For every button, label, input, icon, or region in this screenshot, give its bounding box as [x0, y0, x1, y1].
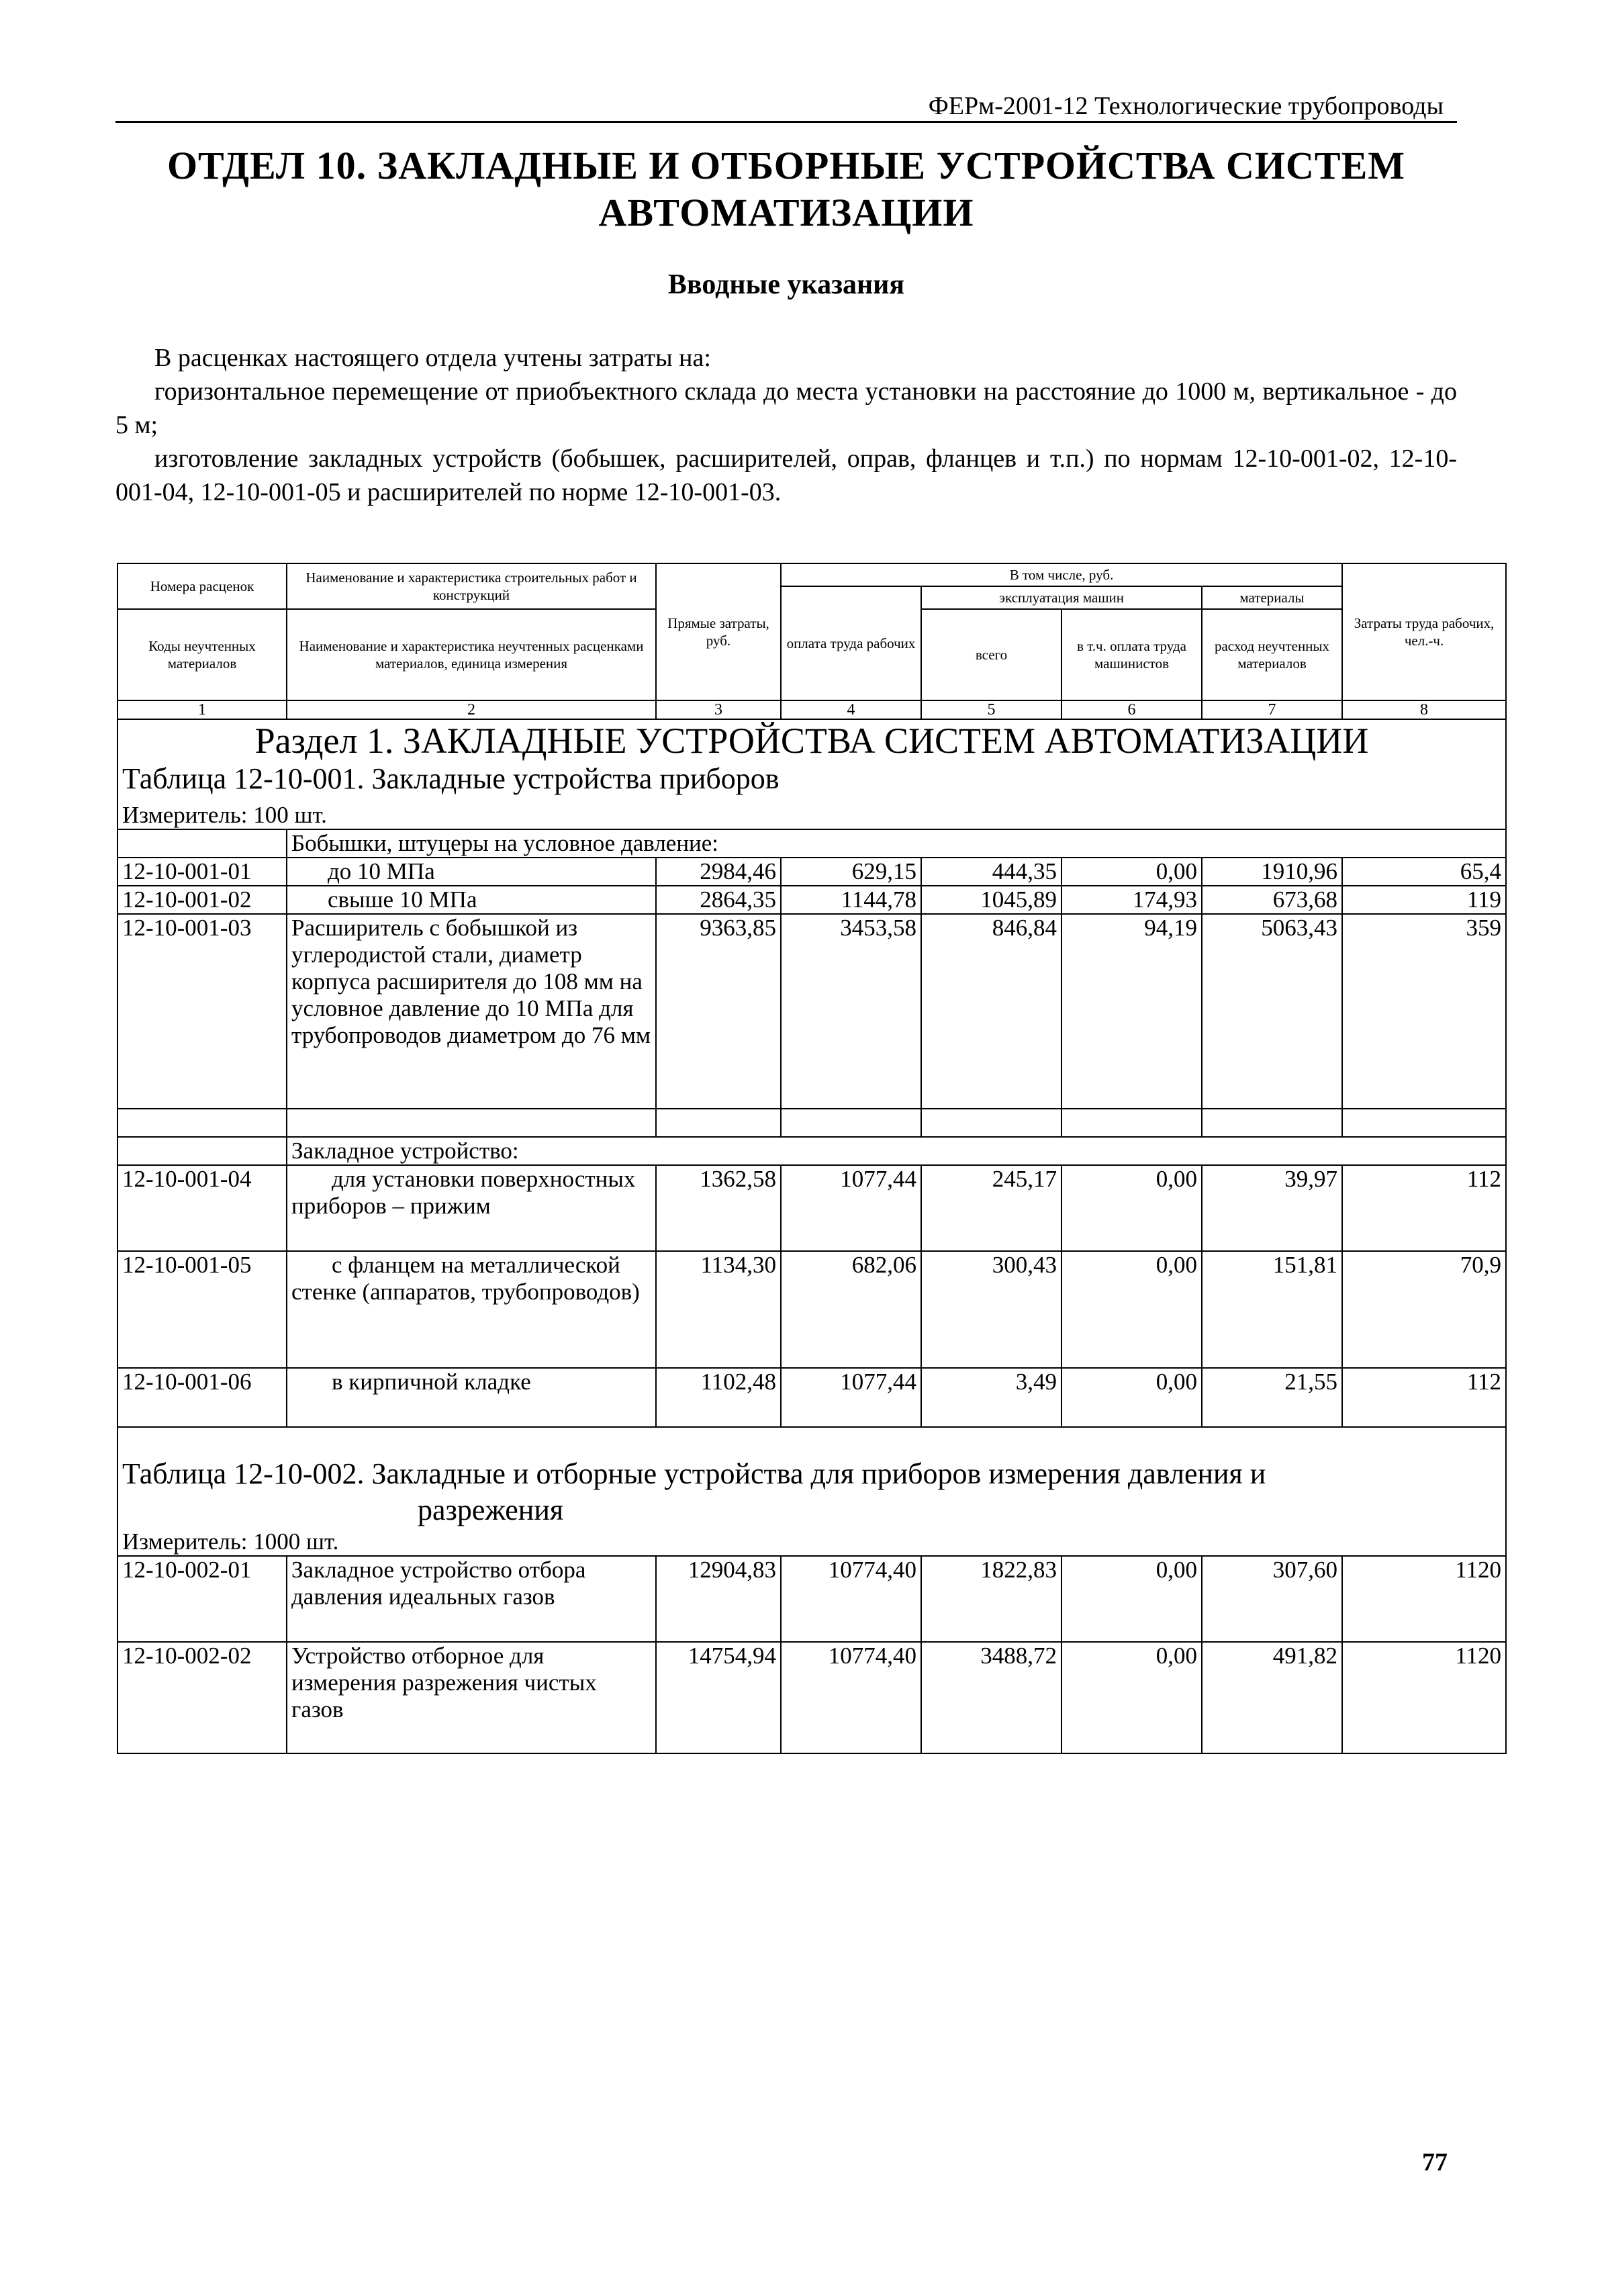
- group-label: Закладное устройство:: [287, 1137, 1506, 1165]
- cell-name: Расширитель с бобышкой из углеродистой стали, диаметр корпуса расширителя до 108 мм на условное давление до 10 МПа для трубопроводов диаметром до 76 мм: [287, 914, 656, 1109]
- header-incl: В том числе, руб.: [781, 563, 1342, 586]
- intro-paragraph: горизонтальное перемещение от приобъектного склада до места установки на расстояние до 1000 м, вертикальное - до 5 м;: [115, 377, 1457, 439]
- cell-name: свыше 10 МПа: [287, 886, 656, 914]
- header-col3: Прямые затраты, руб.: [656, 563, 781, 700]
- cell-c8: 119: [1342, 886, 1506, 914]
- cell-c6: 94,19: [1062, 914, 1202, 1109]
- cell-code: 12-10-002-01: [117, 1556, 287, 1642]
- cell-code: 12-10-001-06: [117, 1368, 287, 1427]
- column-number: 8: [1342, 700, 1506, 719]
- table-row: [117, 858, 1506, 886]
- header-materials: материалы: [1202, 586, 1342, 609]
- cell-c7: 1910,96: [1202, 858, 1342, 886]
- meter-label: Измеритель: 100 шт.: [117, 796, 1506, 829]
- column-number: 6: [1062, 700, 1202, 719]
- running-header: [115, 79, 1457, 123]
- cell-c6: 0,00: [1062, 1251, 1202, 1368]
- cell-c3: 14754,94: [656, 1642, 781, 1753]
- header-col6: в т.ч. оплата труда машинистов: [1062, 609, 1202, 700]
- cell-c7: 151,81: [1202, 1251, 1342, 1368]
- cell-c3: 1362,58: [656, 1165, 781, 1251]
- cell-name: для установки поверхностных приборов – прижим: [287, 1165, 656, 1251]
- section-heading: Раздел 1. ЗАКЛАДНЫЕ УСТРОЙСТВА СИСТЕМ АВТОМАТИЗАЦИИ: [117, 719, 1506, 762]
- cell-code: 12-10-002-02: [117, 1642, 287, 1753]
- cell-c8: 112: [1342, 1165, 1506, 1251]
- cell-c7: 673,68: [1202, 886, 1342, 914]
- cell-c5: 444,35: [921, 858, 1062, 886]
- cell-c5: 3,49: [921, 1368, 1062, 1427]
- cell-c6: 174,93: [1062, 886, 1202, 914]
- cell-c3: 9363,85: [656, 914, 781, 1109]
- cell-c8: 1120: [1342, 1642, 1506, 1753]
- table-title-line: Таблица 12-10-002. Закладные и отборные устройства для приборов измерения давления и: [122, 1457, 1266, 1490]
- group-row: [117, 829, 1506, 858]
- table-row: [117, 1642, 1506, 1753]
- column-number: 3: [656, 700, 781, 719]
- section-title-line2: АВТОМАТИЗАЦИИ: [598, 191, 974, 234]
- meter-row: [117, 1528, 1506, 1556]
- group-label: Бобышки, штуцеры на условное давление:: [287, 829, 1506, 858]
- cell-c8: 1120: [1342, 1556, 1506, 1642]
- table-row: [117, 1556, 1506, 1642]
- header-col1-top: Номера расценок: [117, 563, 287, 609]
- table-title-line: разрежения: [418, 1494, 564, 1526]
- cell-code: 12-10-001-03: [117, 914, 287, 1109]
- cell-c6: 0,00: [1062, 1368, 1202, 1427]
- cell-code: 12-10-001-01: [117, 858, 287, 886]
- meter-row: [117, 796, 1506, 829]
- cell-c8: 112: [1342, 1368, 1506, 1427]
- cell-c5: 245,17: [921, 1165, 1062, 1251]
- column-numbers-row: [117, 700, 1506, 719]
- cell-code: 12-10-001-04: [117, 1165, 287, 1251]
- cell-code: 12-10-001-02: [117, 886, 287, 914]
- table-header: [117, 563, 1506, 719]
- cell-c5: 3488,72: [921, 1642, 1062, 1753]
- header-col4: оплата труда рабочих: [781, 586, 921, 700]
- cell-c3: 2864,35: [656, 886, 781, 914]
- header-col2-top: Наименование и характеристика строительных работ и конструкций: [287, 563, 656, 609]
- cell-c7: 307,60: [1202, 1556, 1342, 1642]
- cell-code: 12-10-001-05: [117, 1251, 287, 1368]
- cell-c8: 359: [1342, 914, 1506, 1109]
- cell-c7: 21,55: [1202, 1368, 1342, 1427]
- cell-c4: 682,06: [781, 1251, 921, 1368]
- cell-c8: 70,9: [1342, 1251, 1506, 1368]
- table1-group1-rows: [117, 858, 1506, 1109]
- cell-name: с фланцем на металлической стенке (аппаратов, трубопроводов): [287, 1251, 656, 1368]
- cell-c7: 39,97: [1202, 1165, 1342, 1251]
- cell-c3: 1134,30: [656, 1251, 781, 1368]
- table-title-row: [117, 1427, 1506, 1528]
- cell-name: Устройство отборное для измерения разрежения чистых газов: [287, 1642, 656, 1753]
- cell-c4: 1077,44: [781, 1165, 921, 1251]
- table-title: Таблица 12-10-001. Закладные устройства приборов: [117, 762, 1506, 796]
- cell-c5: 300,43: [921, 1251, 1062, 1368]
- column-number: 2: [287, 700, 656, 719]
- column-number: 4: [781, 700, 921, 719]
- cell-name: до 10 МПа: [287, 858, 656, 886]
- cell-c7: 491,82: [1202, 1642, 1342, 1753]
- table-row: [117, 1368, 1506, 1427]
- cell-c6: 0,00: [1062, 1556, 1202, 1642]
- cell-c6: 0,00: [1062, 1642, 1202, 1753]
- column-number: 5: [921, 700, 1062, 719]
- cell-c5: 1045,89: [921, 886, 1062, 914]
- column-number: 7: [1202, 700, 1342, 719]
- section-title-line1: ОТДЕЛ 10. ЗАКЛАДНЫЕ И ОТБОРНЫЕ УСТРОЙСТВА СИСТЕМ: [167, 144, 1406, 187]
- running-title: ФЕРм-2001-12 Технологические трубопроводы: [928, 92, 1444, 120]
- cell-c3: 2984,46: [656, 858, 781, 886]
- table2-rows: [117, 1556, 1506, 1753]
- table-row: [117, 886, 1506, 914]
- cell-c5: 846,84: [921, 914, 1062, 1109]
- page-number: 77: [1422, 2148, 1448, 2176]
- cell-c3: 12904,83: [656, 1556, 781, 1642]
- cell-c3: 1102,48: [656, 1368, 781, 1427]
- intro-paragraph: изготовление закладных устройств (бобышек, расширителей, оправ, фланцев и т.п.) по нормам 12-10-001-02, 12-10-001-04, 12-10-001-05 и расширителей по норме 12-10-001-03.: [115, 445, 1457, 506]
- group-row: [117, 1137, 1506, 1165]
- cell-c7: 5063,43: [1202, 914, 1342, 1109]
- header-machines: эксплуатация машин: [921, 586, 1202, 609]
- section-row: [117, 719, 1506, 762]
- table-row: [117, 914, 1506, 1109]
- header-col5: всего: [921, 609, 1062, 700]
- cell-c5: 1822,83: [921, 1556, 1062, 1642]
- column-number: 1: [117, 700, 287, 719]
- cell-name: в кирпичной кладке: [287, 1368, 656, 1427]
- cell-c4: 3453,58: [781, 914, 921, 1109]
- table-row: [117, 1251, 1506, 1368]
- cell-c6: 0,00: [1062, 858, 1202, 886]
- cell-c6: 0,00: [1062, 1165, 1202, 1251]
- cell-c4: 1077,44: [781, 1368, 921, 1427]
- intro-paragraph: В расценках настоящего отдела учтены затраты на:: [154, 344, 711, 372]
- table-title-row: [117, 762, 1506, 796]
- header-col7: расход неучтенных материалов: [1202, 609, 1342, 700]
- meter-label: Измеритель: 1000 шт.: [117, 1528, 1506, 1556]
- rates-table: [117, 563, 1507, 1754]
- cell-c4: 10774,40: [781, 1556, 921, 1642]
- table-row: [117, 1165, 1506, 1251]
- section-title: [115, 142, 1457, 236]
- cell-c8: 65,4: [1342, 858, 1506, 886]
- cell-c4: 1144,78: [781, 886, 921, 914]
- table-title: [117, 1427, 1506, 1528]
- cell-name: Закладное устройство отбора давления идеальных газов: [287, 1556, 656, 1642]
- header-col1-bottom: Коды неучтенных материалов: [117, 609, 287, 700]
- cell-c4: 10774,40: [781, 1642, 921, 1753]
- table1-group2-rows: [117, 1165, 1506, 1427]
- intro-heading: Вводные указания: [667, 269, 905, 300]
- header-col2-bottom: Наименование и характеристика неучтенных расценками материалов, единица измерения: [287, 609, 656, 700]
- intro-text: [115, 341, 1457, 509]
- cell-c4: 629,15: [781, 858, 921, 886]
- header-col8: Затраты труда рабочих, чел.-ч.: [1342, 563, 1506, 700]
